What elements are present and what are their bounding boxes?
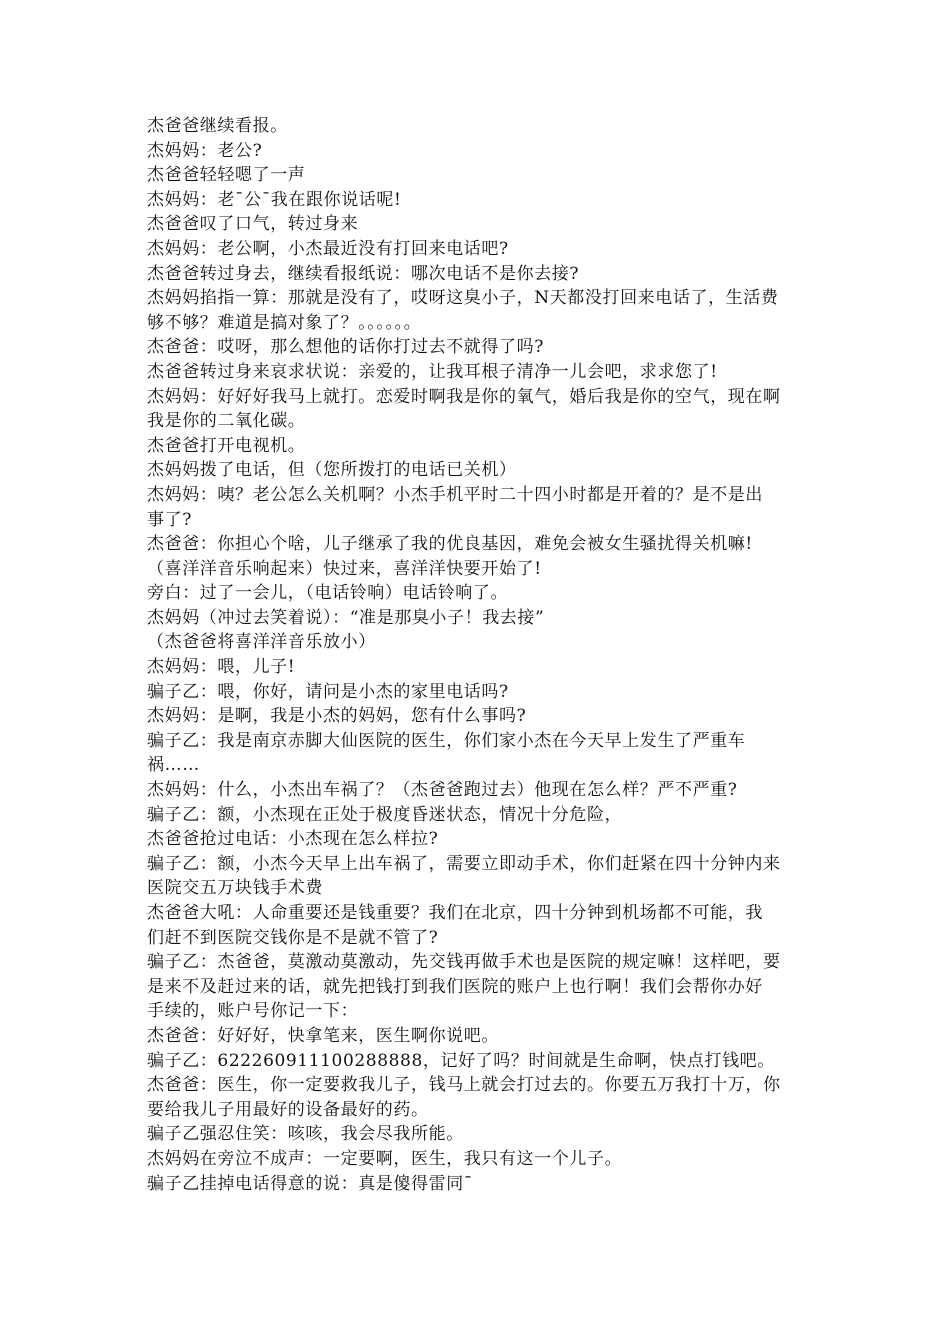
text-line: 杰爸爸叹了口气，转过身来 <box>147 214 359 235</box>
text-line: （喜洋洋音乐响起来）快过来，喜洋洋快要开始了! <box>147 558 542 579</box>
text-line: 杰妈妈掐指一算：那就是没有了，哎呀这臭小子，N天都没打回来电话了，生活费 <box>147 288 779 309</box>
text-line: 杰爸爸：哎呀，那么想他的话你打过去不就得了吗? <box>147 337 544 358</box>
text-line: 杰爸爸大吼：人命重要还是钱重要？我们在北京，四十分钟到机场都不可能，我 <box>147 903 763 923</box>
text-line: 杰爸爸继续看报。 <box>147 116 288 136</box>
text-line: 旁白：过了一会儿，（电话铃响）电话铃响了。 <box>147 583 509 604</box>
text-line: 杰妈妈：喂，儿子! <box>147 657 296 678</box>
script-text-block <box>147 114 807 1196</box>
text-line: 杰妈妈：老¯公¯我在跟你说话呢! <box>147 189 402 210</box>
text-line: 骗子乙：喂，你好，请问是小杰的家里电话吗? <box>147 681 509 702</box>
text-line: 骗子乙：622260911100288888，记好了吗？时间就是生命啊，快点打钱吧。 <box>147 1050 775 1071</box>
text-line: 杰妈妈：老公? <box>147 140 263 161</box>
text-line: 骗子乙挂掉电话得意的说：真是傻得雷同¯ <box>147 1173 473 1194</box>
text-line: （杰爸爸将喜洋洋音乐放小） <box>147 632 376 653</box>
text-line: 杰妈妈在旁泣不成声：一定要啊，医生，我只有这一个儿子。 <box>147 1148 623 1169</box>
text-line: 骗子乙强忍住笑：咳咳，我会尽我所能。 <box>147 1124 464 1145</box>
text-line: 骗子乙：我是南京赤脚大仙医院的医生，你们家小杰在今天早上发生了严重车 <box>147 730 746 751</box>
text-line: 杰妈妈：是啊，我是小杰的妈妈，您有什么事吗? <box>147 706 527 727</box>
text-line: 杰妈妈：什么，小杰出车祸了？（杰爸爸跑过去）他现在怎么样？严不严重? <box>147 780 738 801</box>
text-line: 杰爸爸：你担心个啥，儿子继承了我的优良基因，难免会被女生骚扰得关机嘛! <box>147 534 753 555</box>
text-line: 事了? <box>147 509 192 530</box>
text-line: 杰妈妈：好好好我马上就打。恋爱时啊我是你的氧气，婚后我是你的空气，现在啊 <box>147 386 781 407</box>
text-line: 杰爸爸抢过电话：小杰现在怎么样拉? <box>147 829 439 850</box>
text-line: 杰妈妈：老公啊，小杰最近没有打回来电话吧? <box>147 238 509 259</box>
text-line: 杰爸爸转过身去，继续看报纸说：哪次电话不是你去接? <box>147 263 580 284</box>
text-line: 够不够？难道是搞对象了？。。。。。。 <box>147 312 422 333</box>
text-line: 杰爸爸打开电视机。 <box>147 435 306 456</box>
text-line: 杰爸爸：好好好，快拿笔来，医生啊你说吧。 <box>147 1025 499 1046</box>
text-line: 要给我儿子用最好的设备最好的药。 <box>147 1099 429 1120</box>
text-line: 杰妈妈（冲过去笑着说）：“准是那臭小子！我去接” <box>147 607 545 628</box>
text-line: 杰妈妈拨了电话，但（您所拨打的电话已关机） <box>147 460 517 481</box>
text-line: 杰妈妈：咦？老公怎么关机啊？小杰手机平时二十四小时都是开着的？是不是出 <box>147 484 763 505</box>
text-line: 我是你的二氧化碳。 <box>147 411 306 432</box>
text-line: 是来不及赶过来的话，就先把钱打到我们医院的账户上也行啊！我们会帮你办好 <box>147 976 763 997</box>
text-line: 骗子乙：额，小杰现在正处于极度昏迷状态，情况十分危险， <box>147 804 623 825</box>
text-line: 杰爸爸：医生，你一定要救我儿子，钱马上就会打过去的。你要五万我打十万，你 <box>147 1075 781 1096</box>
text-line: 祸…… <box>147 755 200 776</box>
text-line: 医院交五万块钱手术费 <box>147 878 323 899</box>
text-line: 杰爸爸转过身来哀求状说：亲爱的，让我耳根子清净一儿会吧，求求您了! <box>147 361 718 382</box>
text-line: 骗子乙：杰爸爸，莫激动莫激动，先交钱再做手术也是医院的规定嘛！这样吧，要 <box>147 952 781 973</box>
text-line: 手续的，账户号你记一下： <box>147 1001 359 1022</box>
text-line: 们赶不到医院交钱你是不是就不管了? <box>147 927 439 948</box>
text-line: 杰爸爸轻轻嗯了一声 <box>147 165 306 186</box>
text-line: 骗子乙：额，小杰今天早上出车祸了，需要立即动手术，你们赶紧在四十分钟内来 <box>147 853 781 874</box>
